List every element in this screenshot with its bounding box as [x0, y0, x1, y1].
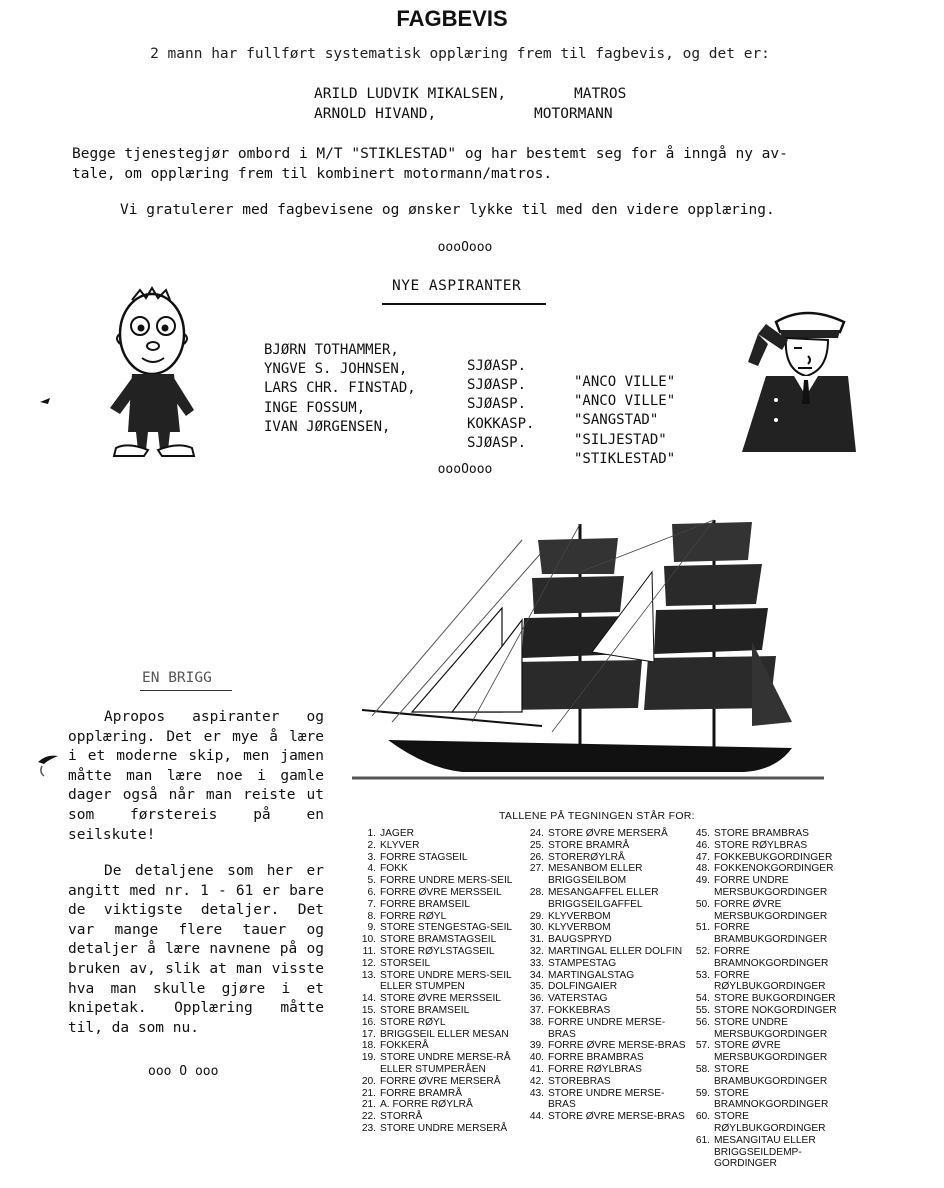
legend-text: STORE UNDRE MERSERÅ [380, 1122, 508, 1134]
legend-number: 21. [361, 1099, 376, 1111]
aspirant-rank: SJØASP. [467, 396, 527, 412]
legend-item [692, 1040, 852, 1064]
legend-item [526, 1052, 688, 1064]
legend-item [358, 970, 526, 994]
brigg-ship-illustration [352, 512, 824, 784]
legend-column-2 [526, 828, 688, 1123]
legend-item [358, 887, 526, 899]
page-title: FAGBEVIS [396, 6, 508, 31]
legend-text: STORE BRAMSTAGSEIL [380, 934, 497, 946]
legend-number: 42. [529, 1075, 544, 1087]
legend-item [526, 970, 688, 982]
cartoon-boy-illustration [40, 282, 210, 462]
legend-item [358, 1017, 526, 1029]
legend-text: STORE RØYL [380, 1016, 446, 1028]
legend-item [358, 922, 526, 934]
legend-number: 40. [529, 1052, 544, 1064]
legend-text: STORE BRAMRÅ [548, 839, 630, 851]
legend-item [358, 958, 526, 970]
legend-text: MESANGITAU ELLER BRIGGSEILDEMP-GORDINGER [714, 1134, 816, 1170]
legend-number: 45. [695, 828, 710, 839]
legend-number: 58. [695, 1063, 710, 1075]
legend-item [358, 993, 526, 1005]
legend-text: FORRE BRAMRÅ [380, 1087, 463, 1099]
legend-item [692, 1111, 852, 1135]
legend-number: 4. [367, 863, 376, 875]
congrats-text: Vi gratulerer med fagbevisene og ønsker lykke til med den videre opplæring. [120, 202, 775, 218]
legend-text: STORE BRAMSEIL [380, 1004, 470, 1016]
legend-item [526, 887, 688, 911]
legend-item [358, 1088, 526, 1100]
margin-mark [36, 752, 60, 778]
brigg-heading: EN BRIGG [142, 670, 212, 686]
aspirant-rank: KOKKASP. [467, 416, 535, 432]
brigg-text-details: De detaljene som her er angitt med nr. 1 - 61 er bare de viktigste detaljer. Det var mange flere tauer og detaljer å lære navnene på og bruken av, slik at man visste hva man skulle gjøre i et knipetak. Opplæring måtte til, da som nu. [68, 863, 324, 1036]
legend-item [526, 1111, 688, 1123]
legend-text: FOKK [380, 863, 408, 875]
legend-item [526, 946, 688, 958]
paragraph-line-2: tale, om opplæring frem til kombinert motormann/matros. [72, 166, 553, 182]
legend-text: FOKKEBUKGORDINGER [714, 851, 833, 863]
legend-text: MESANGAFFEL ELLER BRIGGSEILGAFFEL [548, 886, 659, 910]
legend-column-1 [358, 828, 526, 1135]
legend-text: STORSEIL [380, 957, 431, 969]
legend-item [526, 934, 688, 946]
legend-text: BRIGGSEIL ELLER MESAN [380, 1028, 509, 1040]
legend-text: STORE UNDRE MERSE-BRAS [548, 1087, 665, 1111]
legend-number: 34. [529, 969, 544, 981]
legend-item [526, 922, 688, 934]
legend-item [358, 1040, 526, 1052]
legend-text: FORRE BRAMSEIL [380, 898, 471, 910]
legend-title: TALLENE PÅ TEGNINGEN STÅR FOR: [499, 810, 695, 822]
brigg-text-intro: Apropos aspiranter og opplæring. Det er mye å lære i et moderne skip, men jamen måtte man lære noe i gamle dager også når man reiste ut som førstereis på en seilskute! [68, 709, 324, 843]
legend-text: A. FORRE RØYLRÅ [380, 1099, 473, 1111]
legend-text: FORRE ØVRE MERSSEIL [380, 886, 502, 898]
legend-item [358, 840, 526, 852]
legend-text: STORE BRAMNOKGORDINGER [714, 1087, 829, 1111]
legend-number: 52. [695, 945, 710, 957]
legend-item [358, 1111, 526, 1123]
legend-number: 56. [695, 1016, 710, 1028]
legend-item [358, 1029, 526, 1041]
legend-text: STORE ØVRE MERSERÅ [548, 828, 668, 839]
legend-number: 48. [695, 863, 710, 875]
legend-item [692, 922, 852, 946]
legend-item [692, 993, 852, 1005]
legend-text: FORRE UNDRE MERSBUKGORDINGER [714, 875, 828, 898]
legend-number: 47. [695, 851, 710, 863]
legend-number: 61. [695, 1134, 710, 1146]
graduate-role-1: MATROS [574, 86, 627, 102]
aspirant-name: INGE FOSSUM, [264, 400, 366, 416]
legend-item [526, 852, 688, 864]
legend-item [692, 1135, 852, 1170]
legend-text: STORE RØYLBRAS [714, 839, 808, 851]
legend-item [526, 863, 688, 887]
legend-item [526, 828, 688, 840]
legend-item [358, 852, 526, 864]
legend-text: MARTINGALSTAG [548, 969, 635, 981]
aspirant-rank: SJØASP. [467, 358, 527, 374]
legend-number: 2. [367, 839, 376, 851]
legend-text: STORE ØVRE MERSSEIL [380, 993, 501, 1005]
separator: ooo O ooo [148, 1064, 219, 1079]
aspirant-ship: "SILJESTAD" [574, 432, 667, 448]
legend-number: 51. [695, 922, 710, 934]
legend-number: 27. [529, 863, 544, 875]
legend-number: 6. [367, 886, 376, 898]
legend-number: 35. [529, 981, 544, 993]
legend-item [358, 1052, 526, 1076]
legend-text: STORE BUKGORDINGER [714, 993, 836, 1005]
legend-item [692, 1005, 852, 1017]
legend-number: 7. [367, 898, 376, 910]
legend-number: 29. [529, 910, 544, 922]
legend-number: 11. [362, 945, 376, 957]
legend-item [358, 1076, 526, 1088]
legend-item [526, 1017, 688, 1041]
legend-text: FORRE ØVRE MERSE-BRAS [548, 1040, 686, 1052]
legend-text: BAUGSPRYD [548, 934, 612, 946]
legend-item [358, 1099, 526, 1111]
legend-number: 37. [529, 1004, 544, 1016]
legend-number: 5. [367, 875, 376, 887]
legend-text: STORE RØYLSTAGSEIL [380, 945, 495, 957]
legend-number: 25. [529, 839, 544, 851]
legend-text: FOKKEBRAS [548, 1004, 611, 1016]
legend-number: 44. [529, 1111, 544, 1123]
legend-text: STORE BRAMBUKGORDINGER [714, 1063, 828, 1087]
legend-number: 54. [695, 993, 710, 1005]
legend-item [358, 911, 526, 923]
aspirant-ship: "SANGSTAD" [574, 412, 659, 428]
aspirant-name: YNGVE S. JOHNSEN, [264, 361, 408, 377]
legend-item [358, 1005, 526, 1017]
aspirant-rank: SJØASP. [467, 377, 527, 393]
saluting-sailor-illustration [736, 300, 856, 452]
legend-number: 23. [361, 1122, 376, 1134]
legend-text: STORE ØVRE MERSE-BRAS [548, 1111, 685, 1123]
separator: oooOooo [437, 462, 493, 477]
graduate-name-2: ARNOLD HIVAND, [314, 106, 437, 122]
legend-text: FOKKENOKGORDINGER [714, 863, 834, 875]
legend-number: 10. [361, 934, 376, 946]
aspirants-heading: NYE ASPIRANTER [392, 278, 522, 294]
legend-text: STORE UNDRE MERSBUKGORDINGER [714, 1016, 828, 1040]
legend-number: 38. [529, 1016, 544, 1028]
legend-text: STORE UNDRE MERSE-RÅ ELLER STUMPERÅEN [380, 1052, 511, 1075]
legend-text: FORRE BRAMBRAS [548, 1052, 644, 1064]
legend-item [692, 1088, 852, 1112]
legend-text: KLYVERBOM [548, 922, 611, 934]
legend-text: FORRE RØYLBRAS [548, 1063, 642, 1075]
legend-number: 53. [695, 969, 710, 981]
legend-item [526, 993, 688, 1005]
legend-item [692, 840, 852, 852]
paragraph-line-1: Begge tjenestegjør ombord i M/T "STIKLESTAD" og har bestemt seg for å inngå ny av- [72, 146, 788, 162]
legend-number: 19. [361, 1052, 376, 1064]
graduate-name-1: ARILD LUDVIK MIKALSEN, [314, 86, 507, 102]
legend-number: 3. [367, 851, 376, 863]
legend-item [526, 1076, 688, 1088]
legend-number: 57. [695, 1040, 710, 1052]
legend-column-3 [692, 828, 852, 1170]
legend-number: 14. [361, 993, 376, 1005]
legend-text: FORRE BRAMNOKGORDINGER [714, 945, 829, 969]
legend-text: FORRE ØVRE MERSBUKGORDINGER [714, 898, 828, 922]
legend-number: 21. [361, 1087, 376, 1099]
legend-number: 46. [695, 839, 710, 851]
legend-text: FORRE UNDRE MERS-SEIL [380, 875, 513, 887]
legend-item [526, 911, 688, 923]
legend-text: STORE BRAMBRAS [714, 828, 809, 839]
legend-number: 26. [529, 851, 544, 863]
legend-text: DOLFINGAIER [548, 981, 618, 993]
legend-text: STORE UNDRE MERS-SEIL ELLER STUMPEN [380, 969, 512, 993]
legend-number: 36. [529, 993, 544, 1005]
legend-number: 39. [529, 1040, 544, 1052]
separator: oooOooo [437, 240, 493, 255]
legend-text: KLYVERBOM [548, 910, 611, 922]
legend-text: STORE RØYLBUKGORDINGER [714, 1111, 826, 1134]
legend-text: FORRE RØYLBUKGORDINGER [714, 969, 826, 993]
legend-number: 22. [361, 1111, 376, 1123]
legend-number: 28. [529, 886, 544, 898]
legend-item [692, 1017, 852, 1041]
legend-number: 24. [529, 828, 544, 839]
legend-item [526, 840, 688, 852]
legend-text: FORRE ØVRE MERSERÅ [380, 1075, 501, 1087]
legend-number: 60. [695, 1111, 710, 1123]
legend-item [358, 946, 526, 958]
aspirant-rank: SJØASP. [467, 435, 527, 451]
legend-number: 13. [361, 969, 376, 981]
aspirant-name: BJØRN TOTHAMMER, [264, 342, 399, 358]
legend-text: STORERØYLRÅ [548, 851, 625, 863]
legend-text: MARTINGAL ELLER DOLFIN [548, 945, 683, 957]
legend-item [526, 1088, 688, 1112]
legend-text: KLYVER [380, 839, 420, 851]
legend-item [692, 875, 852, 899]
legend-number: 18. [361, 1040, 376, 1052]
legend-item [692, 863, 852, 875]
legend-number: 43. [529, 1087, 544, 1099]
legend-text: FOKKERÅ [380, 1040, 429, 1052]
legend-text: STORE STENGESTAG-SEIL [380, 922, 513, 934]
legend-text: JAGER [380, 828, 414, 839]
legend-number: 49. [695, 875, 710, 887]
legend-text: STORE ØVRE MERSBUKGORDINGER [714, 1040, 828, 1064]
legend-number: 33. [529, 957, 544, 969]
legend-text: STORRÅ [380, 1111, 423, 1123]
legend-item [358, 899, 526, 911]
legend-item [526, 1064, 688, 1076]
legend-text: STAMPESTAG [548, 957, 617, 969]
graduate-role-2: MOTORMANN [534, 106, 613, 122]
legend-text: FORRE BRAMBUKGORDINGER [714, 922, 828, 946]
legend-number: 1. [367, 828, 376, 839]
legend-item [358, 828, 526, 840]
aspirant-ship: "STIKLESTAD" [574, 451, 676, 467]
legend-number: 12. [361, 957, 376, 969]
legend-item [526, 1005, 688, 1017]
legend-text: FORRE UNDRE MERSE-BRAS [548, 1016, 666, 1040]
legend-item [692, 1064, 852, 1088]
legend-number: 32. [529, 945, 544, 957]
brigg-heading-underline [140, 690, 232, 691]
aspirant-ship: "ANCO VILLE" [574, 393, 676, 409]
intro-text: 2 mann har fullført systematisk opplæring frem til fagbevis, og det er: [150, 46, 770, 62]
legend-item [692, 970, 852, 994]
legend-item [358, 863, 526, 875]
legend-number: 50. [695, 898, 710, 910]
legend-number: 17. [361, 1028, 376, 1040]
aspirant-name: IVAN JØRGENSEN, [264, 419, 391, 435]
legend-number: 55. [695, 1004, 710, 1016]
aspirant-ship: "ANCO VILLE" [574, 374, 676, 390]
legend-number: 16. [361, 1016, 376, 1028]
legend-text: FORRE RØYL [380, 910, 447, 922]
legend-number: 15. [361, 1004, 376, 1016]
legend-text: VATERSTAG [548, 993, 608, 1005]
legend-number: 8. [367, 910, 376, 922]
legend-item [526, 981, 688, 993]
legend-item [692, 899, 852, 923]
legend-item [526, 958, 688, 970]
aspirant-name: LARS CHR. FINSTAD, [264, 380, 416, 396]
legend-text: STORE NOKGORDINGER [714, 1004, 837, 1016]
legend-text: FORRE STAGSEIL [380, 851, 468, 863]
legend-item [692, 828, 852, 840]
legend-number: 9. [367, 922, 376, 934]
legend-item [358, 875, 526, 887]
legend-number: 30. [529, 922, 544, 934]
legend-item [526, 1040, 688, 1052]
legend-item [358, 1123, 526, 1135]
legend-number: 41. [529, 1063, 544, 1075]
heading-underline [382, 303, 546, 305]
legend-text: MESANBOM ELLER BRIGGSEILBOM [548, 863, 643, 887]
legend-number: 31. [529, 934, 544, 946]
legend-number: 20. [361, 1075, 376, 1087]
legend-number: 59. [695, 1087, 710, 1099]
legend-text: STOREBRAS [548, 1075, 611, 1087]
legend-item [692, 852, 852, 864]
legend-item [358, 934, 526, 946]
legend-item [692, 946, 852, 970]
